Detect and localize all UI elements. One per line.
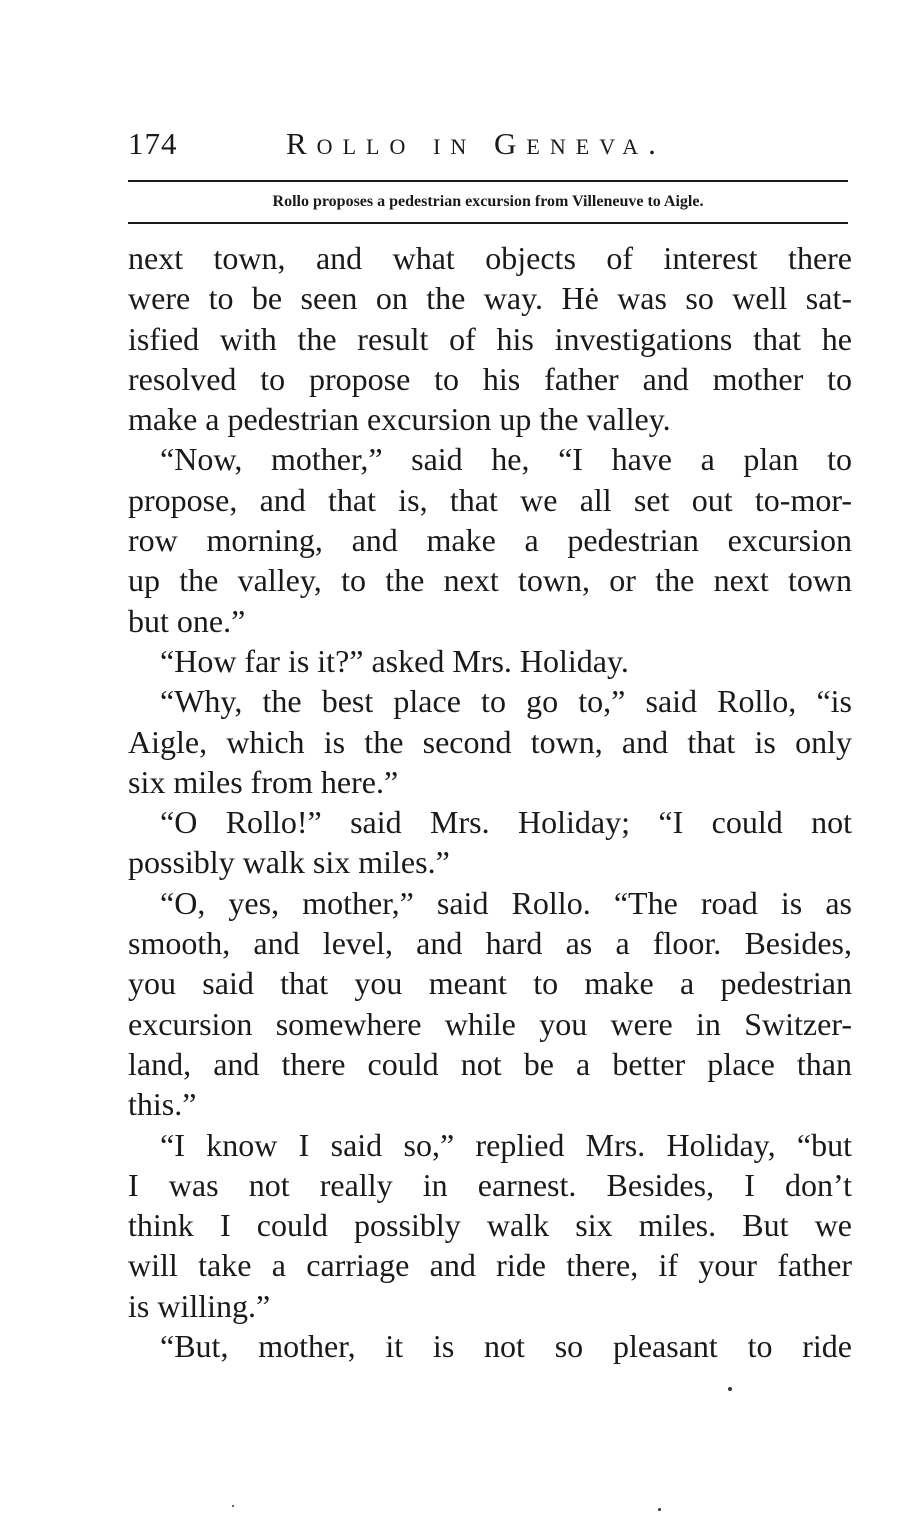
- text-line: I was not really in earnest. Besides, I don’t: [128, 1166, 852, 1203]
- text-line: “O, yes, mother,” said Rollo. “The road is as: [160, 884, 852, 921]
- text-line: propose, and that is, that we all set out to-mor-: [128, 481, 852, 518]
- text-line: will take a carriage and ride there, if your father: [128, 1247, 852, 1284]
- text-line: “Now, mother,” said he, “I have a plan to: [160, 441, 852, 478]
- paragraph: [128, 802, 852, 883]
- text-line: were to be seen on the way. Hė was so well sat-: [128, 280, 852, 317]
- page-number: 174: [128, 126, 178, 161]
- text-line: “O Rollo!” said Mrs. Holiday; “I could not: [160, 804, 852, 841]
- paragraph: [128, 641, 852, 681]
- text-line: smooth, and level, and hard as a floor. Besides,: [128, 925, 852, 962]
- text-line: possibly walk six miles.”: [128, 844, 450, 881]
- page-header: [128, 120, 848, 170]
- text-line: row morning, and make a pedestrian excursion: [128, 522, 852, 559]
- text-line: up the valley, to the next town, or the next town: [128, 562, 852, 599]
- text-line: make a pedestrian excursion up the valley.: [128, 401, 671, 438]
- running-title: Rollo in Geneva.: [286, 126, 666, 161]
- text-line: “I know I said so,” replied Mrs. Holiday, “but: [160, 1126, 852, 1163]
- text-line: you said that you meant to make a pedestrian: [128, 965, 852, 1002]
- text-line: Aigle, which is the second town, and that is only: [128, 723, 852, 760]
- text-line: excursion somewhere while you were in Switzer-: [128, 1005, 852, 1042]
- paragraph: [128, 681, 852, 802]
- text-line: six miles from here.”: [128, 763, 399, 800]
- text-line: resolved to propose to his father and mother to: [128, 360, 852, 397]
- text-line: “Why, the best place to go to,” said Rollo, “is: [160, 683, 852, 720]
- paragraph: [128, 439, 852, 640]
- text-line: isfied with the result of his investigations that he: [128, 320, 852, 357]
- text-line: land, and there could not be a better place than: [128, 1045, 852, 1082]
- print-speck: [728, 1387, 732, 1391]
- text-line: but one.”: [128, 602, 246, 639]
- print-speck: [232, 1505, 234, 1507]
- header-rule-top: [128, 180, 848, 182]
- text-line: this.”: [128, 1086, 197, 1123]
- text-line: think I could possibly walk six miles. But we: [128, 1207, 852, 1244]
- text-line: next town, and what objects of interest there: [128, 240, 852, 276]
- paragraph: [128, 883, 852, 1125]
- text-line: “How far is it?” asked Mrs. Holiday.: [160, 642, 629, 679]
- text-line: is willing.”: [128, 1287, 271, 1324]
- paragraph: [128, 238, 852, 439]
- paragraph: [128, 1326, 852, 1366]
- text-line: “But, mother, it is not so pleasant to ride: [160, 1328, 852, 1365]
- body-text: [128, 238, 852, 1366]
- paragraph: [128, 1125, 852, 1326]
- header-rule-bottom: [128, 222, 848, 224]
- chapter-subheading: Rollo proposes a pedestrian excursion from Villeneuve to Aigle.: [272, 193, 704, 210]
- print-speck: [658, 1508, 661, 1511]
